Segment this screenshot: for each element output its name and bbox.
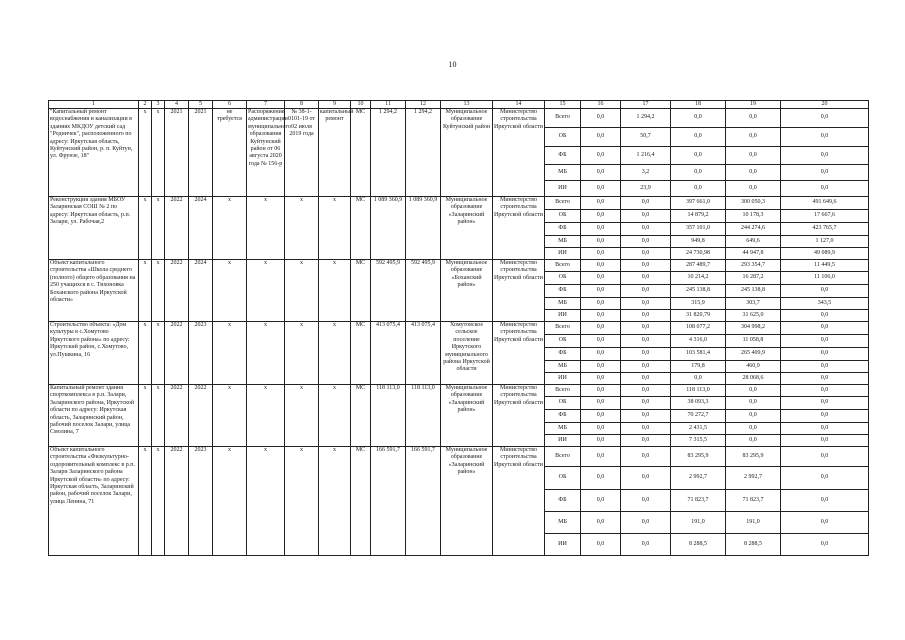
amount-cell-v20: 0,0 [781,165,869,181]
amount-cell-v20: 0,0 [781,490,869,512]
column-number-cell: 20 [781,101,869,109]
total-cost-cell: 1 089 360,9 [371,197,406,260]
amount-cell-v19: 11 058,8 [726,335,781,348]
amount-cell-v17: 0,0 [621,490,671,512]
funding-source-cell: Всего [545,260,581,272]
amount-cell-v19: 303,7 [726,298,781,310]
funding-source-cell: ОБ [545,467,581,490]
column-number-cell: 12 [406,101,441,109]
funding-source-cell: МБ [545,298,581,310]
table-row [49,322,869,335]
amount-cell-v17: 0,0 [621,210,671,223]
amount-cell-v19: 83 295,9 [726,447,781,467]
col3-cell: х [152,385,165,447]
remaining-cost-cell: 118 113,0 [406,385,441,447]
amount-cell-v19: 191,0 [726,512,781,534]
amount-cell-v20: 1 127,0 [781,236,869,248]
amount-cell-v19: 10 178,3 [726,210,781,223]
amount-cell-v17: 0,0 [621,260,671,272]
expertise-cell: х [285,260,319,322]
amount-cell-v20: 0,0 [781,181,869,197]
column-number-cell: 19 [726,101,781,109]
amount-cell-v16: 0,0 [581,310,621,322]
amount-cell-v19: 0,0 [726,165,781,181]
amount-cell-v18: 24 730,98 [671,248,726,260]
remaining-cost-cell: 413 075,4 [406,322,441,385]
amount-cell-v19: 8 288,5 [726,534,781,556]
column-number-cell: 9 [319,101,351,109]
municipality-cell: Муниципальное образование «Заларинский район» [441,197,493,260]
expertise-cell: х [285,197,319,260]
column-number-cell: 1 [49,101,139,109]
amount-cell-v19: 0,0 [726,410,781,423]
amount-cell-v19: 304 998,2 [726,322,781,335]
decision-cell: х [247,197,285,260]
col3-cell: х [152,322,165,385]
decision-cell: х [247,385,285,447]
decision-cell: Распоряжение администрации муниципального образования Куйтунский район от 06 августа 2020 года № 156-р [247,109,285,197]
amount-cell-v16: 0,0 [581,223,621,236]
amount-cell-v19: 0,0 [726,147,781,165]
amount-cell-v17: 0,0 [621,248,671,260]
col3-cell: х [152,447,165,556]
column-number-cell: 14 [493,101,545,109]
amount-cell-v17: 0,0 [621,298,671,310]
col2-cell: х [139,385,152,447]
amount-cell-v17: 1 216,4 [621,147,671,165]
amount-cell-v20: 0,0 [781,397,869,410]
amount-cell-v19: 649,6 [726,236,781,248]
amount-cell-v16: 0,0 [581,335,621,348]
amount-cell-v18: 10 214,2 [671,272,726,285]
amount-cell-v20: 11 106,0 [781,272,869,285]
amount-cell-v19: 0,0 [726,435,781,447]
column-number-cell: 15 [545,101,581,109]
investment-objects-table [48,100,869,556]
amount-cell-v20: 0,0 [781,361,869,373]
amount-cell-v20: 0,0 [781,373,869,385]
amount-cell-v17: 0,0 [621,397,671,410]
table-row [49,260,869,272]
ministry-cell: Министерство строительства Иркутской области [493,197,545,260]
funding-source-cell: МБ [545,361,581,373]
amount-cell-v18: 0,0 [671,373,726,385]
amount-cell-v18: 949,8 [671,236,726,248]
amount-cell-v20: 423 765,7 [781,223,869,236]
end-year-cell: 2024 [189,197,213,260]
amount-cell-v16: 0,0 [581,348,621,361]
amount-cell-v18: 2 992,7 [671,467,726,490]
funding-source-cell: ИИ [545,435,581,447]
amount-cell-v18: 83 295,9 [671,447,726,467]
amount-cell-v19: 265 409,9 [726,348,781,361]
amount-cell-v18: 397 661,0 [671,197,726,210]
amount-cell-v17: 0,0 [621,310,671,322]
amount-cell-v17: 0,0 [621,534,671,556]
amount-cell-v16: 0,0 [581,109,621,128]
remaining-cost-cell: 1 089 360,9 [406,197,441,260]
amount-cell-v16: 0,0 [581,410,621,423]
table-row [49,447,869,467]
col6-cell: х [213,260,247,322]
column-number-cell: 11 [371,101,406,109]
amount-cell-v18: 7 315,5 [671,435,726,447]
remaining-cost-cell: 592 495,9 [406,260,441,322]
amount-cell-v18: 31 820,79 [671,310,726,322]
amount-cell-v16: 0,0 [581,435,621,447]
amount-cell-v16: 0,0 [581,385,621,397]
amount-cell-v20: 0,0 [781,285,869,298]
funding-source-cell: ФБ [545,223,581,236]
amount-cell-v19: 71 823,7 [726,490,781,512]
amount-cell-v17: 0,0 [621,512,671,534]
amount-cell-v18: 0,0 [671,128,726,147]
work-type-cell: капитальный ремонт [319,109,351,197]
column-number-cell: 8 [285,101,319,109]
start-year-cell: 2022 [165,197,189,260]
ministry-cell: Министерство строительства Иркутской области [493,322,545,385]
amount-cell-v20: 0,0 [781,467,869,490]
funding-source-cell: ИИ [545,310,581,322]
decision-cell: х [247,322,285,385]
col10-cell: МС [351,260,371,322]
col6-cell: х [213,197,247,260]
amount-cell-v16: 0,0 [581,467,621,490]
remaining-cost-cell: 1 294,2 [406,109,441,197]
amount-cell-v16: 0,0 [581,248,621,260]
col3-cell: х [152,260,165,322]
amount-cell-v16: 0,0 [581,298,621,310]
amount-cell-v17: 0,0 [621,435,671,447]
table-row [49,109,869,128]
total-cost-cell: 1 294,2 [371,109,406,197]
funding-source-cell: ОБ [545,397,581,410]
amount-cell-v16: 0,0 [581,490,621,512]
amount-cell-v17: 23,9 [621,181,671,197]
total-cost-cell: 592 495,9 [371,260,406,322]
amount-cell-v17: 0,0 [621,385,671,397]
amount-cell-v19: 2 992,7 [726,467,781,490]
amount-cell-v16: 0,0 [581,397,621,410]
column-number-cell: 3 [152,101,165,109]
object-name-cell: Объект капитального строительства «Школа среднего (полного) общего образования на 250 учащихся в с. Тихоновка Боханского района Иркутской области» [49,260,139,322]
column-number-cell: 10 [351,101,371,109]
start-year-cell: 2021 [165,109,189,197]
amount-cell-v19: 0,0 [726,423,781,435]
amount-cell-v20: 0,0 [781,435,869,447]
amount-cell-v17: 0,0 [621,467,671,490]
amount-cell-v16: 0,0 [581,285,621,298]
funding-source-cell: ИИ [545,534,581,556]
amount-cell-v16: 0,0 [581,260,621,272]
col6-cell: не требуется [213,109,247,197]
end-year-cell: 2021 [189,109,213,197]
funding-source-cell: ФБ [545,348,581,361]
amount-cell-v16: 0,0 [581,512,621,534]
column-number-cell: 4 [165,101,189,109]
col6-cell: х [213,322,247,385]
end-year-cell: 2023 [189,322,213,385]
col2-cell: х [139,322,152,385]
amount-cell-v18: 2 431,5 [671,423,726,435]
amount-cell-v20: 0,0 [781,335,869,348]
object-name-cell: "Капитальный ремонт водоснабжения и канализации в зданиях МКДОУ детский сад "Родничек", расположенного по адресу: Иркутская область, Куйтунский район, р. п. Куйтун, ул. Фрунзе, 18" [49,109,139,197]
funding-source-cell: Всего [545,447,581,467]
ministry-cell: Министерство строительства Иркутской области [493,447,545,556]
amount-cell-v17: 0,0 [621,361,671,373]
amount-cell-v17: 0,0 [621,272,671,285]
funding-source-cell: ОБ [545,128,581,147]
start-year-cell: 2022 [165,385,189,447]
amount-cell-v19: 16 287,2 [726,272,781,285]
expertise-cell: х [285,322,319,385]
amount-cell-v16: 0,0 [581,165,621,181]
municipality-cell: Муниципальное образование «Заларинский район» [441,385,493,447]
amount-cell-v17: 0,0 [621,348,671,361]
amount-cell-v19: 460,9 [726,361,781,373]
col10-cell: МС [351,109,371,197]
total-cost-cell: 413 075,4 [371,322,406,385]
start-year-cell: 2022 [165,260,189,322]
funding-source-cell: ОБ [545,210,581,223]
expertise-cell: № 38-1-0101-19 от 02 июля 2019 года [285,109,319,197]
ministry-cell: Министерство строительства Иркутской области [493,385,545,447]
amount-cell-v16: 0,0 [581,447,621,467]
work-type-cell: х [319,385,351,447]
funding-source-cell: ОБ [545,335,581,348]
amount-cell-v19: 0,0 [726,397,781,410]
amount-cell-v18: 179,8 [671,361,726,373]
funding-source-cell: Всего [545,385,581,397]
amount-cell-v20: 0,0 [781,348,869,361]
col10-cell: МС [351,447,371,556]
amount-cell-v20: 0,0 [781,310,869,322]
amount-cell-v20: 17 667,6 [781,210,869,223]
column-number-cell: 5 [189,101,213,109]
page-number: 10 [448,60,457,69]
amount-cell-v20: 0,0 [781,128,869,147]
end-year-cell: 2022 [189,385,213,447]
amount-cell-v17: 0,0 [621,373,671,385]
amount-cell-v19: 0,0 [726,109,781,128]
decision-cell: х [247,260,285,322]
funding-source-cell: МБ [545,423,581,435]
funding-source-cell: ФБ [545,490,581,512]
amount-cell-v18: 315,9 [671,298,726,310]
work-type-cell: х [319,260,351,322]
total-cost-cell: 166 591,7 [371,447,406,556]
table-row [49,197,869,210]
municipality-cell: Муниципальное образование «Заларинский район» [441,447,493,556]
amount-cell-v17: 0,0 [621,285,671,298]
funding-source-cell: Всего [545,322,581,335]
column-number-cell: 13 [441,101,493,109]
amount-cell-v20: 0,0 [781,322,869,335]
funding-source-cell: МБ [545,236,581,248]
amount-cell-v18: 4 316,0 [671,335,726,348]
amount-cell-v19: 28 068,6 [726,373,781,385]
amount-cell-v17: 0,0 [621,410,671,423]
column-number-cell: 6 [213,101,247,109]
expertise-cell: х [285,385,319,447]
amount-cell-v17: 0,0 [621,447,671,467]
amount-cell-v17: 0,0 [621,335,671,348]
column-number-row [49,101,869,109]
amount-cell-v19: 293 354,7 [726,260,781,272]
amount-cell-v19: 44 947,8 [726,248,781,260]
funding-source-cell: ИИ [545,248,581,260]
amount-cell-v18: 38 093,3 [671,397,726,410]
object-name-cell: Реконструкция здания МБОУ Заларинская СОШ № 2 по адресу: Иркутская область, р.п. Залари, ул. Рабочая,2 [49,197,139,260]
amount-cell-v18: 287 489,7 [671,260,726,272]
amount-cell-v20: 11 449,5 [781,260,869,272]
start-year-cell: 2022 [165,322,189,385]
amount-cell-v18: 245 138,8 [671,285,726,298]
amount-cell-v18: 357 101,0 [671,223,726,236]
column-number-cell: 17 [621,101,671,109]
municipality-cell: Хомутовское сельское поселение Иркутского муниципального района Иркутской области [441,322,493,385]
col2-cell: х [139,197,152,260]
funding-source-cell: ФБ [545,410,581,423]
column-number-cell: 7 [247,101,285,109]
amount-cell-v19: 300 050,3 [726,197,781,210]
amount-cell-v16: 0,0 [581,128,621,147]
amount-cell-v16: 0,0 [581,236,621,248]
funding-source-cell: МБ [545,165,581,181]
amount-cell-v20: 49 089,9 [781,248,869,260]
funding-source-cell: Всего [545,109,581,128]
col3-cell: х [152,197,165,260]
end-year-cell: 2024 [189,260,213,322]
column-number-cell: 18 [671,101,726,109]
amount-cell-v19: 244 274,6 [726,223,781,236]
amount-cell-v16: 0,0 [581,423,621,435]
amount-cell-v18: 118 113,0 [671,385,726,397]
amount-cell-v20: 0,0 [781,423,869,435]
amount-cell-v17: 0,0 [621,197,671,210]
amount-cell-v20: 0,0 [781,534,869,556]
amount-cell-v17: 0,0 [621,423,671,435]
funding-source-cell: ФБ [545,285,581,298]
funding-source-cell: ОБ [545,272,581,285]
amount-cell-v17: 0,0 [621,322,671,335]
object-name-cell: Капитальный ремонт здания спорткомплекса в р.п. Залари, Заларинского района, Иркутской области по адресу: Иркутская область, Заларинский район, рабочий поселок Залари, улица Смолина, 7 [49,385,139,447]
amount-cell-v17: 0,0 [621,223,671,236]
amount-cell-v18: 103 581,4 [671,348,726,361]
amount-cell-v20: 0,0 [781,147,869,165]
amount-cell-v19: 0,0 [726,385,781,397]
amount-cell-v16: 0,0 [581,373,621,385]
col10-cell: МС [351,385,371,447]
amount-cell-v18: 14 879,2 [671,210,726,223]
work-type-cell: х [319,447,351,556]
object-name-cell: Объект капитального строительства «Физкультурно-оздоровительный комплекс в р.п. Залари Заларинского района Иркутской области» по адресу: Иркутская область, Заларинский район, рабочий поселок Залари, улица Ленина, 71 [49,447,139,556]
amount-cell-v17: 50,7 [621,128,671,147]
amount-cell-v20: 491 649,6 [781,197,869,210]
end-year-cell: 2023 [189,447,213,556]
decision-cell: х [247,447,285,556]
municipality-cell: Муниципальное образование «Боханский район» [441,260,493,322]
col3-cell: х [152,109,165,197]
amount-cell-v17: 3,2 [621,165,671,181]
ministry-cell: Министерство строительства Иркутской области [493,260,545,322]
col2-cell: х [139,109,152,197]
amount-cell-v18: 0,0 [671,109,726,128]
amount-cell-v18: 191,0 [671,512,726,534]
total-cost-cell: 118 113,0 [371,385,406,447]
amount-cell-v16: 0,0 [581,210,621,223]
col6-cell: х [213,447,247,556]
amount-cell-v18: 0,0 [671,147,726,165]
funding-source-cell: МБ [545,512,581,534]
amount-cell-v16: 0,0 [581,197,621,210]
funding-source-cell: Всего [545,197,581,210]
amount-cell-v16: 0,0 [581,181,621,197]
col2-cell: х [139,447,152,556]
col10-cell: МС [351,322,371,385]
ministry-cell: Министерство строительства Иркутской области [493,109,545,197]
amount-cell-v17: 0,0 [621,236,671,248]
amount-cell-v18: 108 077,2 [671,322,726,335]
amount-cell-v20: 0,0 [781,410,869,423]
amount-cell-v16: 0,0 [581,534,621,556]
object-name-cell: Строительство объекта: «Дом культуры в с.Хомутово Иркутского района» по адресу: Иркутский район, с.Хомутово, ул.Пушкина, 16 [49,322,139,385]
amount-cell-v16: 0,0 [581,322,621,335]
amount-cell-v19: 0,0 [726,128,781,147]
column-number-cell: 16 [581,101,621,109]
amount-cell-v18: 70 272,7 [671,410,726,423]
work-type-cell: х [319,322,351,385]
amount-cell-v20: 0,0 [781,109,869,128]
amount-cell-v19: 0,0 [726,181,781,197]
col10-cell: МС [351,197,371,260]
col6-cell: х [213,385,247,447]
amount-cell-v18: 0,0 [671,181,726,197]
funding-source-cell: ФБ [545,147,581,165]
amount-cell-v20: 0,0 [781,512,869,534]
amount-cell-v17: 1 294,2 [621,109,671,128]
start-year-cell: 2022 [165,447,189,556]
amount-cell-v20: 0,0 [781,447,869,467]
column-number-cell: 2 [139,101,152,109]
municipality-cell: Муниципальное образование Куйтунский район [441,109,493,197]
amount-cell-v16: 0,0 [581,147,621,165]
amount-cell-v18: 0,0 [671,165,726,181]
funding-source-cell: ИИ [545,373,581,385]
amount-cell-v18: 71 823,7 [671,490,726,512]
amount-cell-v20: 0,0 [781,385,869,397]
table-row [49,385,869,397]
amount-cell-v16: 0,0 [581,272,621,285]
amount-cell-v19: 31 625,0 [726,310,781,322]
amount-cell-v18: 8 288,5 [671,534,726,556]
amount-cell-v19: 245 138,8 [726,285,781,298]
funding-source-cell: ИИ [545,181,581,197]
amount-cell-v20: 343,5 [781,298,869,310]
expertise-cell: х [285,447,319,556]
work-type-cell: х [319,197,351,260]
amount-cell-v16: 0,0 [581,361,621,373]
remaining-cost-cell: 166 591,7 [406,447,441,556]
col2-cell: х [139,260,152,322]
